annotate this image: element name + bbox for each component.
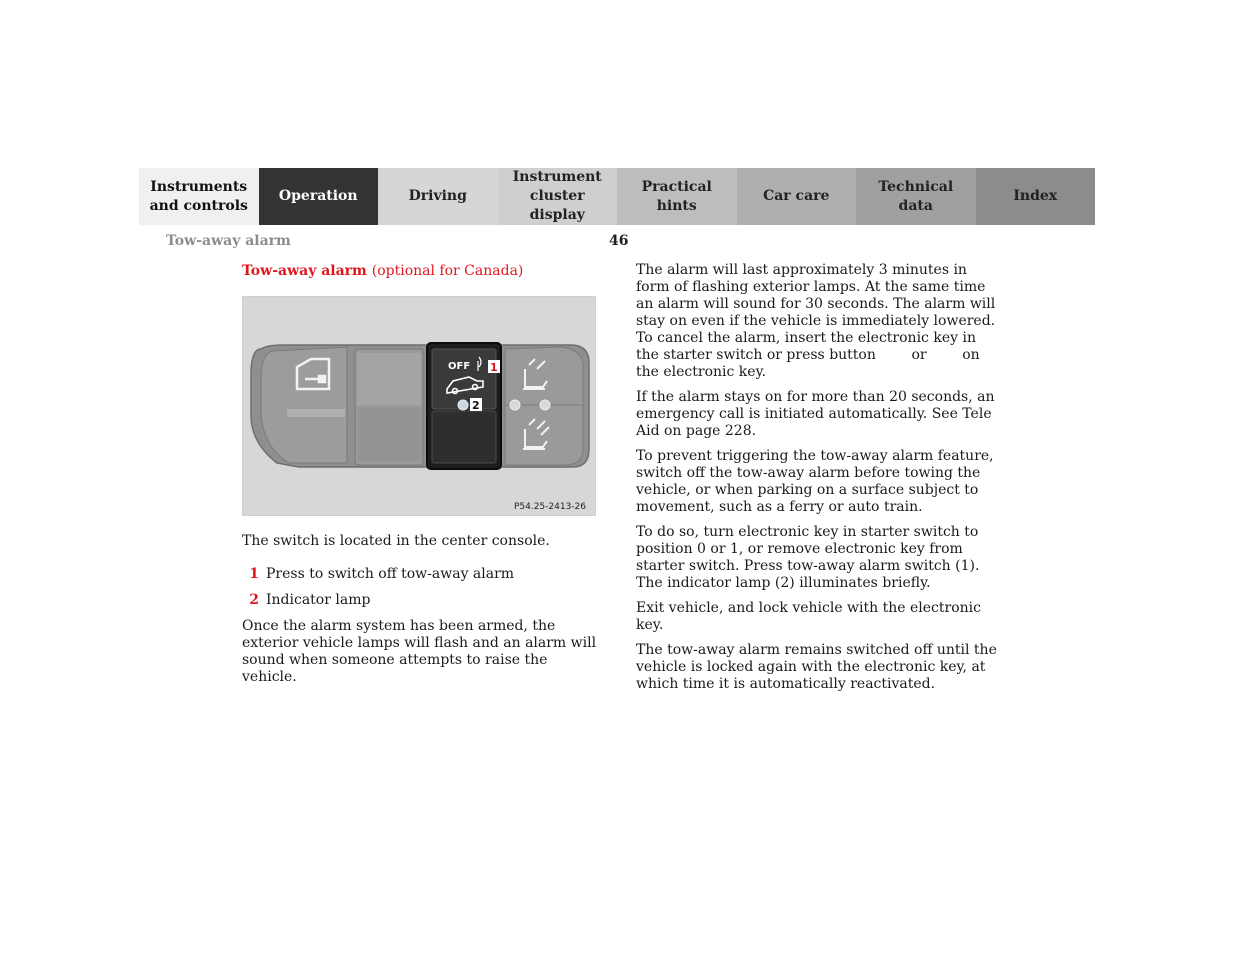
list-item-text: Indicator lamp — [266, 592, 371, 608]
section-title-main: Tow-away alarm — [242, 263, 367, 279]
section-title — [242, 262, 602, 280]
callout-list — [242, 566, 602, 609]
list-item-number: 2 — [249, 592, 259, 608]
callout-1: 1 — [490, 361, 498, 374]
seat-indicator-right — [540, 400, 550, 410]
body-paragraph: The tow-away alarm remains switched off until the vehicle is locked again with the electronic key, at which time it is automatically reactivated. — [636, 642, 997, 692]
section-tabs — [139, 168, 1095, 225]
body-paragraph: To do so, turn electronic key in starter switch to position 0 or 1, or remove electronic key from starter switch. Press tow-away alarm switch (1). The indicator lamp (2) illuminates briefly. — [636, 524, 980, 591]
tab-index[interactable]: Index — [976, 168, 1096, 225]
body-paragraph: Exit vehicle, and lock vehicle with the electronic key. — [636, 600, 981, 633]
list-item-text: Press to switch off tow-away alarm — [266, 566, 515, 582]
switch-panel-figure — [242, 296, 596, 516]
switch-location-text: The switch is located in the center console. — [242, 533, 550, 549]
switch-panel-illustration — [243, 297, 597, 517]
indicator-lamp — [458, 400, 468, 410]
running-head: Tow-away alarm — [166, 233, 291, 249]
tab-technical-data[interactable]: Technical data — [856, 168, 976, 225]
body-paragraph: If the alarm stays on for more than 20 seconds, an emergency call is initiated automatically. See Tele Aid on page 228. — [636, 389, 995, 439]
tab-practical-hints[interactable]: Practical hints — [617, 168, 737, 225]
tab-instrument-cluster-display[interactable]: Instrument cluster display — [498, 168, 618, 225]
tab-operation[interactable]: Operation — [259, 168, 379, 225]
list-item — [242, 566, 602, 583]
door-button-ridge — [287, 409, 345, 417]
page-number: 46 — [609, 233, 629, 249]
section-title-note: (optional for Canada) — [371, 263, 524, 279]
tab-car-care[interactable]: Car care — [737, 168, 857, 225]
armed-paragraph: Once the alarm system has been armed, the exterior vehicle lamps will flash and an alarm will sound when someone attempts to raise the vehicle. — [242, 618, 597, 685]
body-paragraph: To prevent triggering the tow-away alarm feature, switch off the tow-away alarm before towing the vehicle, or when parking on a surface subject to movement, such as a ferry or auto train. — [636, 448, 994, 515]
tab-driving[interactable]: Driving — [378, 168, 498, 225]
figure-code: P54.25-2413-26 — [513, 502, 586, 512]
list-item-number: 1 — [249, 566, 259, 582]
callout-2: 2 — [472, 399, 480, 412]
right-column — [636, 262, 998, 701]
switch-off-label: OFF — [448, 361, 471, 372]
left-column — [242, 262, 602, 686]
tab-instruments-and-controls[interactable]: Instruments and controls — [139, 168, 259, 225]
body-paragraph: The alarm will last approximately 3 minutes in form of flashing exterior lamps. At the same time an alarm will sound for 30 seconds. The alarm will stay on even if the vehicle is immediately lowered. To cancel the alarm, insert the electronic key in the starter switch or press button or on the electronic key. — [636, 262, 1000, 380]
seat-indicator-left — [510, 400, 520, 410]
list-item — [242, 592, 602, 609]
